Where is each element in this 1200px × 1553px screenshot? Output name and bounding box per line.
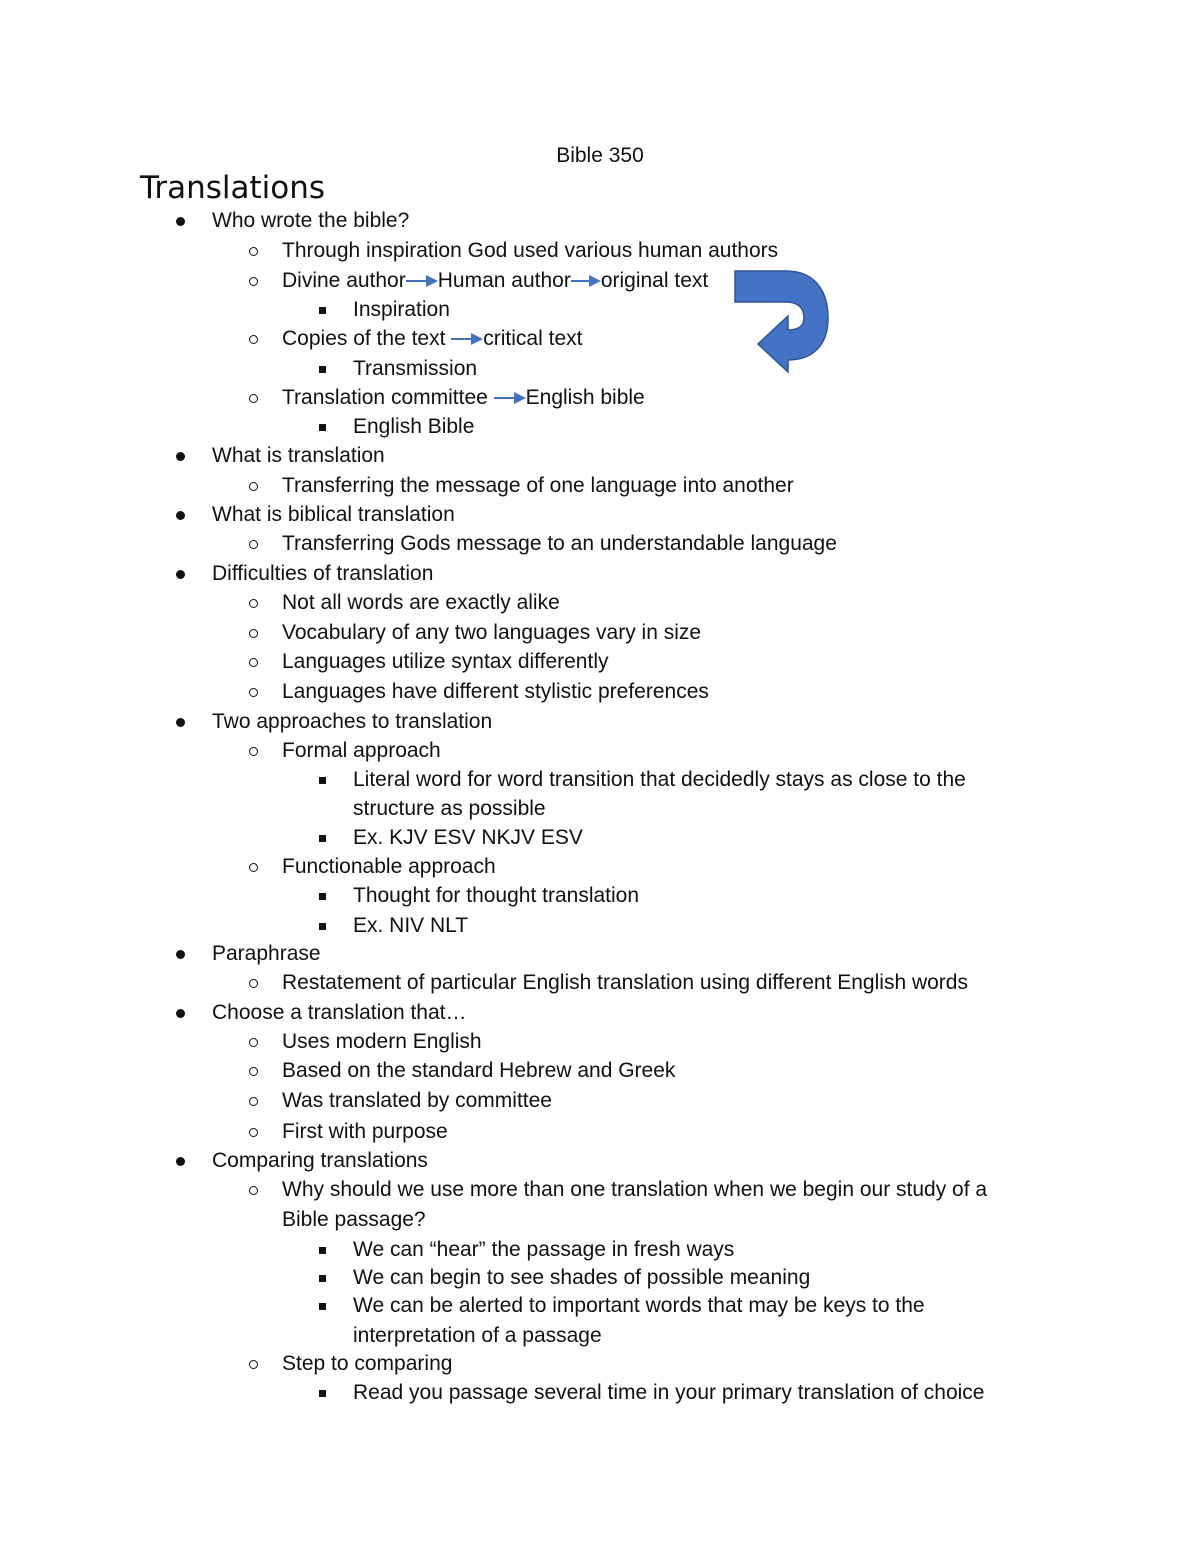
outline-item-level-2: Based on the standard Hebrew and Greek <box>282 1059 676 1082</box>
outline-item-level-2 <box>282 326 582 352</box>
outline-item-part: critical text <box>483 327 583 350</box>
bullet-square-icon <box>319 1275 326 1282</box>
outline-item-level-1: Who wrote the bible? <box>212 209 410 232</box>
bullet-circle-icon <box>249 394 258 403</box>
outline-item-level-2: Languages utilize syntax differently <box>282 650 609 673</box>
bullet-circle-icon <box>249 247 258 256</box>
outline-item-level-2: Step to comparing <box>282 1352 453 1375</box>
bullet-square-icon <box>319 1247 326 1254</box>
outline-item-level-3: interpretation of a passage <box>353 1324 602 1347</box>
bullet-disc-icon <box>176 452 185 461</box>
bullet-square-icon <box>319 835 326 842</box>
bullet-circle-icon <box>249 1360 258 1369</box>
outline-item-level-3: We can be alerted to important words that may be keys to the <box>353 1294 925 1317</box>
bullet-circle-icon <box>249 335 258 344</box>
curved-arrow-shape <box>735 271 828 372</box>
outline-item-level-2 <box>282 385 645 411</box>
outline-item-level-1: Comparing translations <box>212 1149 428 1172</box>
outline-item-level-2: First with purpose <box>282 1120 448 1143</box>
bullet-circle-icon <box>249 599 258 608</box>
outline-item-level-3: Thought for thought translation <box>353 884 640 907</box>
outline-item-level-2: Transferring the message of one language into another <box>282 474 794 497</box>
outline-item-level-1: Two approaches to translation <box>212 710 493 733</box>
bullet-disc-icon <box>176 217 185 226</box>
bullet-square-icon <box>319 307 326 314</box>
outline-item-level-3: We can begin to see shades of possible meaning <box>353 1266 811 1289</box>
outline-item-level-3: Inspiration <box>353 298 450 321</box>
outline-item-part: Translation committee <box>282 386 494 409</box>
outline-item-level-2: Uses modern English <box>282 1030 482 1053</box>
outline-item-level-3: Literal word for word transition that decidedly stays as close to the <box>353 768 966 791</box>
outline-item-level-1: Difficulties of translation <box>212 562 434 585</box>
right-arrow-icon <box>451 333 483 345</box>
outline-item-part: Divine author <box>282 269 406 292</box>
bullet-square-icon <box>319 1303 326 1310</box>
bullet-circle-icon <box>249 482 258 491</box>
outline-item-level-2 <box>282 268 708 294</box>
bullet-circle-icon <box>249 1038 258 1047</box>
outline-item-part: original text <box>600 269 709 292</box>
bullet-disc-icon <box>176 570 185 579</box>
bullet-disc-icon <box>176 950 185 959</box>
outline-item-level-3: Transmission <box>353 357 478 380</box>
outline-item-level-3: We can “hear” the passage in fresh ways <box>353 1238 735 1261</box>
outline-item-level-2: Formal approach <box>282 739 441 762</box>
outline-item-level-3: structure as possible <box>353 797 546 820</box>
outline-item-level-1: Choose a translation that… <box>212 1001 467 1024</box>
outline-item-part: Copies of the text <box>282 327 452 350</box>
outline-item-level-2: Languages have different stylistic preferences <box>282 680 709 703</box>
bullet-disc-icon <box>176 511 185 520</box>
outline-item-level-2: Bible passage? <box>282 1208 426 1231</box>
bullet-circle-icon <box>249 629 258 638</box>
right-arrow-icon <box>494 392 526 404</box>
bullet-disc-icon <box>176 1009 185 1018</box>
outline-item-level-3: Ex. KJV ESV NKJV ESV <box>353 826 583 849</box>
outline-item-level-2: Not all words are exactly alike <box>282 591 560 614</box>
document-title: Bible 350 <box>556 144 644 167</box>
bullet-circle-icon <box>249 863 258 872</box>
bullet-disc-icon <box>176 718 185 727</box>
outline-item-level-1: Paraphrase <box>212 942 321 965</box>
outline-item-part: Human author <box>437 269 571 292</box>
outline-item-level-2: Transferring Gods message to an understandable language <box>282 532 837 555</box>
outline-item-level-3: Read you passage several time in your primary translation of choice <box>353 1381 985 1404</box>
outline-item-level-2: Functionable approach <box>282 855 496 878</box>
outline-item-level-2: Why should we use more than one translation when we begin our study of a <box>282 1178 988 1201</box>
outline-item-part: English bible <box>525 386 645 409</box>
bullet-square-icon <box>319 923 326 930</box>
bullet-circle-icon <box>249 1067 258 1076</box>
outline-item-level-2: Restatement of particular English translation using different English words <box>282 971 968 994</box>
bullet-disc-icon <box>176 1157 185 1166</box>
bullet-circle-icon <box>249 1128 258 1137</box>
outline-item-level-2: Through inspiration God used various human authors <box>282 239 779 262</box>
right-arrow-icon <box>406 275 438 287</box>
bullet-square-icon <box>319 777 326 784</box>
bullet-circle-icon <box>249 747 258 756</box>
curved-return-arrow-icon <box>728 268 838 378</box>
section-heading: Translations <box>140 170 326 206</box>
bullet-circle-icon <box>249 658 258 667</box>
bullet-circle-icon <box>249 1097 258 1106</box>
bullet-square-icon <box>319 366 326 373</box>
bullet-circle-icon <box>249 277 258 286</box>
bullet-circle-icon <box>249 1186 258 1195</box>
outline-item-level-2: Was translated by committee <box>282 1089 552 1112</box>
outline-item-level-2: Vocabulary of any two languages vary in size <box>282 621 702 644</box>
outline-item-level-3: English Bible <box>353 415 475 438</box>
bullet-square-icon <box>319 1390 326 1397</box>
outline-item-level-1: What is translation <box>212 444 385 467</box>
bullet-circle-icon <box>249 540 258 549</box>
right-arrow-icon <box>571 275 601 287</box>
bullet-circle-icon <box>249 979 258 988</box>
bullet-circle-icon <box>249 688 258 697</box>
outline-item-level-1: What is biblical translation <box>212 503 455 526</box>
bullet-square-icon <box>319 893 326 900</box>
bullet-square-icon <box>319 424 326 431</box>
outline-item-level-3: Ex. NIV NLT <box>353 914 469 937</box>
